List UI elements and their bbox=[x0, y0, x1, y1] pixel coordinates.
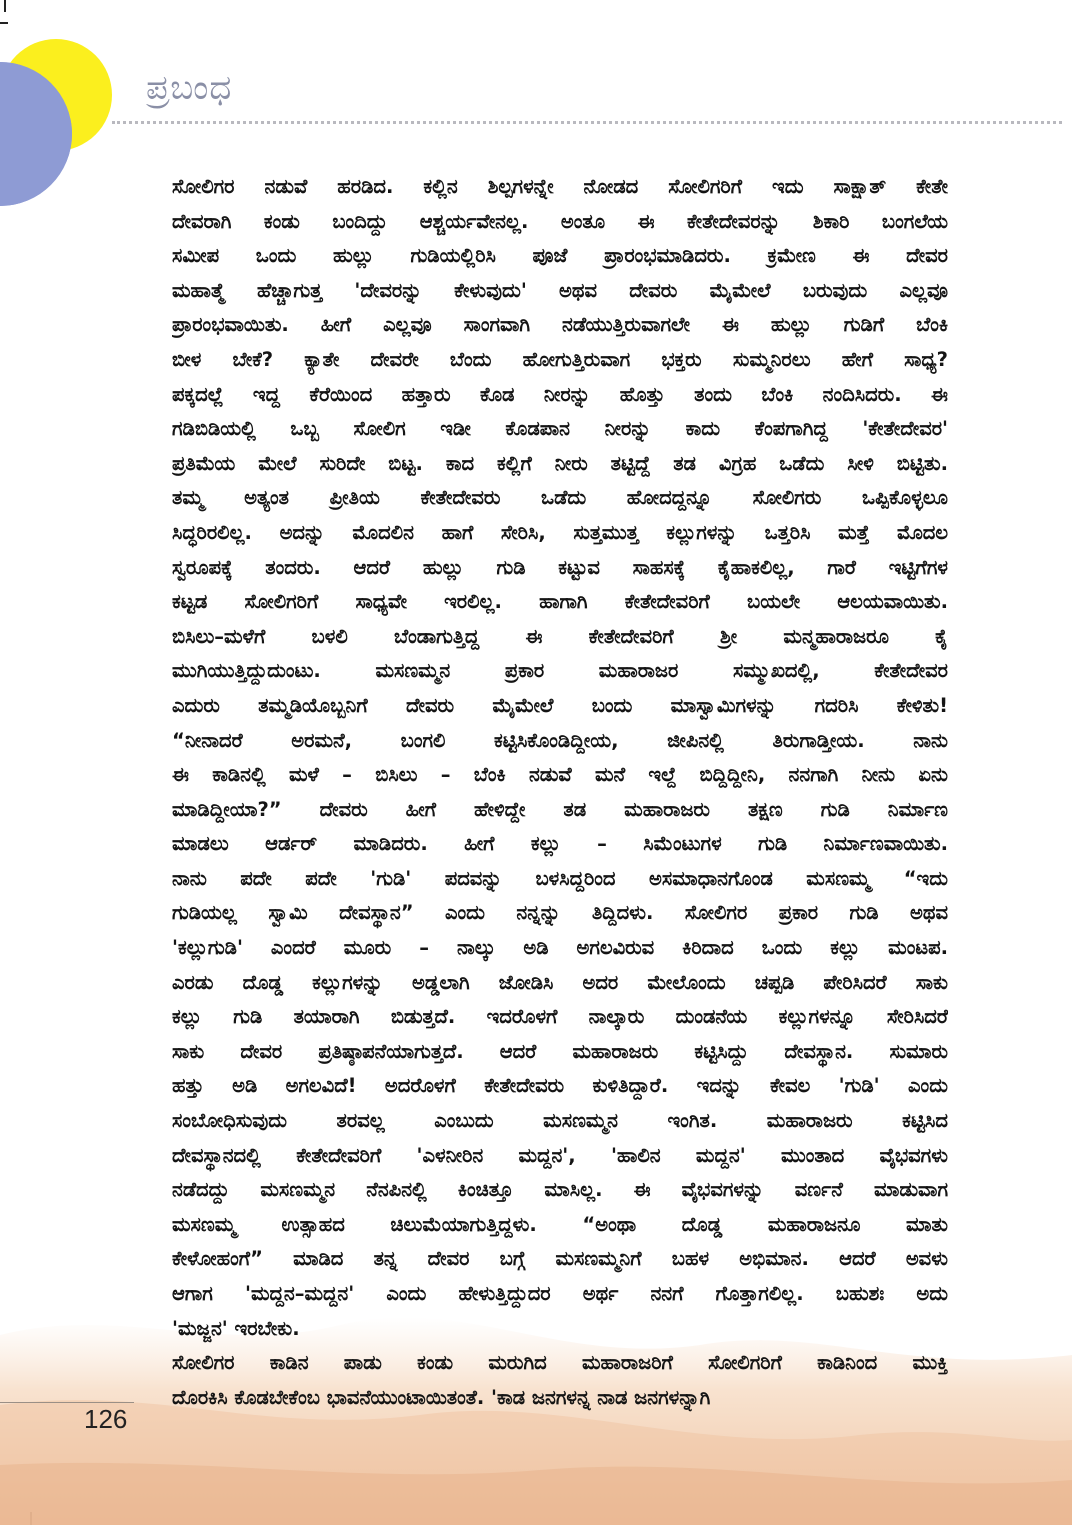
text-line: ಸಾಕು ದೇವರ ಪ್ರತಿಷ್ಠಾಪನೆಯಾಗುತ್ತದೆ. ಆದರೆ ಮಹಾರಾಜರು ಕಟ್ಟಿಸಿದ್ದು ದೇವಸ್ಥಾನ. ಸುಮಾರು bbox=[172, 1039, 948, 1063]
text-line: ಕೇಳೋಹಂಗೆ” ಮಾಡಿದ ತನ್ನ ದೇವರ ಬಗ್ಗೆ ಮಸಣಮ್ಮನಿಗೆ ಬಹಳ ಅಭಿಮಾನ. ಆದರೆ ಅವಳು bbox=[172, 1247, 948, 1271]
text-line: ಮಾಡಿದ್ದೀಯಾ?” ದೇವರು ಹೀಗೆ ಹೇಳಿದ್ದೇ ತಡ ಮಹಾರಾಜರು ತಕ್ಷಣ ಗುಡಿ ನಿರ್ಮಾಣ bbox=[172, 797, 948, 821]
page-number-rule bbox=[0, 1402, 134, 1403]
text-line: ದೊರಕಿಸಿ ಕೊಡಬೇಕೆಂಬ ಭಾವನೆಯುಂಟಾಯಿತಂತೆ. 'ಕಾಡ ಜನಗಳನ್ನ ನಾಡ ಜನಗಳನ್ನಾಗಿ bbox=[172, 1385, 711, 1409]
text-line: ಬಿಸಿಲು–ಮಳೆಗೆ ಬಳಲಿ ಬೆಂಡಾಗುತ್ತಿದ್ದ ಈ ಕೇತೇದೇವರಿಗೆ ಶ್ರೀ ಮನ್ಮಹಾರಾಜರೂ ಕೈ bbox=[172, 624, 948, 648]
text-line: ಪ್ರಾರಂಭವಾಯಿತು. ಹೀಗೆ ಎಲ್ಲವೂ ಸಾಂಗವಾಗಿ ನಡೆಯುತ್ತಿರುವಾಗಲೇ ಈ ಹುಲ್ಲು ಗುಡಿಗೆ ಬೆಂಕಿ bbox=[172, 313, 948, 337]
text-line: ಮಹಾತ್ಮೆ ಹೆಚ್ಚಾಗುತ್ತ 'ದೇವರನ್ನು ಕೇಳುವುದು' ಅಥವ ದೇವರು ಮೈಮೇಲೆ ಬರುವುದು ಎಲ್ಲವೂ bbox=[172, 278, 948, 302]
text-line: ಈ ಕಾಡಿನಲ್ಲಿ ಮಳೆ – ಬಿಸಿಲು – ಬೆಂಕಿ ನಡುವೆ ಮನೆ ಇಲ್ದೆ ಬಿದ್ದಿದ್ದೀನಿ, ನನಗಾಗಿ ನೀನು ಏನು bbox=[172, 763, 948, 787]
text-line: ಸ್ವರೂಪಕ್ಕೆ ತಂದರು. ಆದರೆ ಹುಲ್ಲು ಗುಡಿ ಕಟ್ಟುವ ಸಾಹಸಕ್ಕೆ ಕೈಹಾಕಲಿಲ್ಲ, ಗಾರೆ ಇಟ್ಟಿಗೆಗಳ bbox=[172, 555, 948, 579]
text-line: ಗಡಿಬಿಡಿಯಲ್ಲಿ ಒಬ್ಬ ಸೋಲಿಗ ಇಡೀ ಕೊಡಪಾನ ನೀರನ್ನು ಕಾದು ಕೆಂಪಗಾಗಿದ್ದ 'ಕೇತೇದೇವರ' bbox=[172, 417, 948, 441]
text-line: “ನೀನಾದರೆ ಅರಮನೆ, ಬಂಗಲಿ ಕಟ್ಟಿಸಿಕೊಂಡಿದ್ದೀಯ, ಜೀಪಿನಲ್ಲಿ ತಿರುಗಾಡ್ತೀಯ. ನಾನು bbox=[172, 728, 948, 752]
body-text bbox=[172, 170, 948, 1415]
text-line: ಬೀಳ ಬೇಕೆ? ಕ್ಯಾತೇ ದೇವರೇ ಬೆಂದು ಹೋಗುತ್ತಿರುವಾಗ ಭಕ್ತರು ಸುಮ್ಮನಿರಲು ಹೇಗೆ ಸಾಧ್ಯ? bbox=[172, 347, 948, 371]
page-header-title: ಪ್ರಬಂಧ bbox=[146, 68, 233, 108]
text-line: ಸೋಲಿಗರ ಕಾಡಿನ ಪಾಡು ಕಂಡು ಮರುಗಿದ ಮಹಾರಾಜರಿಗೆ ಸೋಲಿಗರಿಗೆ ಕಾಡಿನಿಂದ ಮುಕ್ತಿ bbox=[172, 1351, 948, 1375]
text-line: ಸಂಬೋಧಿಸುವುದು ತರವಲ್ಲ ಎಂಬುದು ಮಸಣಮ್ಮನ ಇಂಗಿತ. ಮಹಾರಾಜರು ಕಟ್ಟಿಸಿದ bbox=[172, 1109, 948, 1133]
text-line: 'ಕಲ್ಲುಗುಡಿ' ಎಂದರೆ ಮೂರು – ನಾಲ್ಕು ಅಡಿ ಅಗಲವಿರುವ ಕಿರಿದಾದ ಒಂದು ಕಲ್ಲು ಮಂಟಪ. bbox=[172, 936, 948, 960]
text-line: ನಾನು ಪದೇ ಪದೇ 'ಗುಡಿ' ಪದವನ್ನು ಬಳಸಿದ್ದರಿಂದ ಅಸಮಾಧಾನಗೊಂಡ ಮಸಣಮ್ಮ “ಇದು bbox=[172, 866, 948, 890]
text-line: ಹತ್ತು ಅಡಿ ಅಗಲವಿದೆ! ಅದರೊಳಗೆ ಕೇತೇದೇವರು ಕುಳಿತಿದ್ದಾರೆ. ಇದನ್ನು ಕೇವಲ 'ಗುಡಿ' ಎಂದು bbox=[172, 1074, 948, 1098]
page-number: 126 bbox=[84, 1404, 128, 1434]
text-line: ಎರಡು ದೊಡ್ಡ ಕಲ್ಲುಗಳನ್ನು ಅಡ್ಡಲಾಗಿ ಜೋಡಿಸಿ ಅದರ ಮೇಲೊಂದು ಚಪ್ಪಡಿ ಪೇರಿಸಿದರೆ ಸಾಕು bbox=[172, 970, 948, 994]
text-line: ಸೋಲಿಗರ ನಡುವೆ ಹರಡಿದ. ಕಲ್ಲಿನ ಶಿಲ್ಪಗಳನ್ನೇ ನೋಡದ ಸೋಲಿಗರಿಗೆ ಇದು ಸಾಕ್ಷಾತ್ ಕೇತೇ bbox=[172, 175, 948, 198]
text-line: ಮುಗಿಯುತ್ತಿದ್ದುದುಂಟು. ಮಸಣಮ್ಮನ ಪ್ರಕಾರ ಮಹಾರಾಜರ ಸಮ್ಮುಖದಲ್ಲಿ, ಕೇತೇದೇವರ bbox=[172, 659, 948, 683]
text-line: ಪಕ್ಕದಲ್ಲೆ ಇದ್ದ ಕೆರೆಯಿಂದ ಹತ್ತಾರು ಕೊಡ ನೀರನ್ನು ಹೊತ್ತು ತಂದು ಬೆಂಕಿ ನಂದಿಸಿದರು. ಈ bbox=[172, 382, 948, 406]
text-line: ಸಮೀಪ ಒಂದು ಹುಲ್ಲು ಗುಡಿಯಲ್ಲಿರಿಸಿ ಪೂಜೆ ಪ್ರಾರಂಭಮಾಡಿದರು. ಕ್ರಮೇಣ ಈ ದೇವರ bbox=[172, 244, 948, 268]
text-line: ದೇವಸ್ಥಾನದಲ್ಲಿ ಕೇತೇದೇವರಿಗೆ 'ಎಳನೀರಿನ ಮದ್ದನ', 'ಹಾಲಿನ ಮದ್ದನ' ಮುಂತಾದ ವೈಭವಗಳು bbox=[172, 1143, 948, 1167]
text-line: ತಮ್ಮ ಅತ್ಯಂತ ಪ್ರೀತಿಯ ಕೇತೇದೇವರು ಒಡೆದು ಹೋದದ್ದನ್ನೂ ಸೋಲಿಗರು ಒಪ್ಪಿಕೊಳ್ಳಲೂ bbox=[172, 486, 948, 510]
text-line: 'ಮಜ್ಜನ' ಇರಬೇಕು. bbox=[172, 1316, 300, 1340]
text-line: ದೇವರಾಗಿ ಕಂಡು ಬಂದಿದ್ದು ಆಶ್ಚರ್ಯವೇನಲ್ಲ. ಅಂತೂ ಈ ಕೇತೇದೇವರನ್ನು ಶಿಕಾರಿ ಬಂಗಲೆಯ bbox=[172, 209, 948, 233]
header-dotted-rule bbox=[112, 121, 1062, 124]
text-line: ಆಗಾಗ 'ಮದ್ದನ–ಮದ್ದನ' ಎಂದು ಹೇಳುತ್ತಿದ್ದುದರ ಅರ್ಥ ನನಗೆ ಗೊತ್ತಾಗಲಿಲ್ಲ. ಬಹುಶಃ ಅದು bbox=[172, 1282, 948, 1305]
text-line: ನಡೆದದ್ದು ಮಸಣಮ್ಮನ ನೆನಪಿನಲ್ಲಿ ಕಿಂಚಿತ್ತೂ ಮಾಸಿಲ್ಲ. ಈ ವೈಭವಗಳನ್ನು ವರ್ಣನೆ ಮಾಡುವಾಗ bbox=[172, 1178, 948, 1202]
text-line: ಗುಡಿಯಲ್ಲ ಸ್ವಾಮಿ ದೇವಸ್ಥಾನ” ಎಂದು ನನ್ನನ್ನು ತಿದ್ದಿದಳು. ಸೋಲಿಗರ ಪ್ರಕಾರ ಗುಡಿ ಅಥವ bbox=[172, 901, 948, 925]
text-line: ಮಾಡಲು ಆರ್ಡರ್ ಮಾಡಿದರು. ಹೀಗೆ ಕಲ್ಲು – ಸಿಮೆಂಟುಗಳ ಗುಡಿ ನಿರ್ಮಾಣವಾಯಿತು. bbox=[172, 832, 948, 856]
text-line: ಕಲ್ಲು ಗುಡಿ ತಯಾರಾಗಿ ಬಿಡುತ್ತದೆ. ಇದರೊಳಗೆ ನಾಲ್ಕಾರು ದುಂಡನೆಯ ಕಲ್ಲುಗಳನ್ನೂ ಸೇರಿಸಿದರೆ bbox=[172, 1005, 948, 1029]
text-line: ಎದುರು ತಮ್ಮಡಿಯೊಬ್ಬನಿಗೆ ದೇವರು ಮೈಮೇಲೆ ಬಂದು ಮಾಸ್ವಾಮಿಗಳನ್ನು ಗದರಿಸಿ ಕೇಳಿತು! bbox=[172, 693, 948, 717]
text-line: ಪ್ರತಿಮೆಯ ಮೇಲೆ ಸುರಿದೇ ಬಿಟ್ಟ. ಕಾದ ಕಲ್ಲಿಗೆ ನೀರು ತಟ್ಟಿದ್ದೆ ತಡ ವಿಗ್ರಹ ಒಡೆದು ಸೀಳಿ ಬಿಟ್ಟಿತು. bbox=[172, 451, 948, 475]
decorative-circles bbox=[0, 0, 170, 220]
text-line: ಮಸಣಮ್ಮ ಉತ್ಸಾಹದ ಚಿಲುಮೆಯಾಗುತ್ತಿದ್ದಳು. “ಅಂಥಾ ದೊಡ್ಡ ಮಹಾರಾಜನೂ ಮಾತು bbox=[172, 1212, 948, 1236]
text-line: ಸಿದ್ಧರಿರಲಿಲ್ಲ. ಅದನ್ನು ಮೊದಲಿನ ಹಾಗೆ ಸೇರಿಸಿ, ಸುತ್ತಮುತ್ತ ಕಲ್ಲುಗಳನ್ನು ಒತ್ತರಿಸಿ ಮತ್ತೆ ಮೊದಲ bbox=[172, 520, 948, 544]
text-line: ಕಟ್ಟಡ ಸೋಲಿಗರಿಗೆ ಸಾಧ್ಯವೇ ಇರಲಿಲ್ಲ. ಹಾಗಾಗಿ ಕೇತೇದೇವರಿಗೆ ಬಯಲೇ ಆಲಯವಾಯಿತು. bbox=[172, 590, 948, 614]
